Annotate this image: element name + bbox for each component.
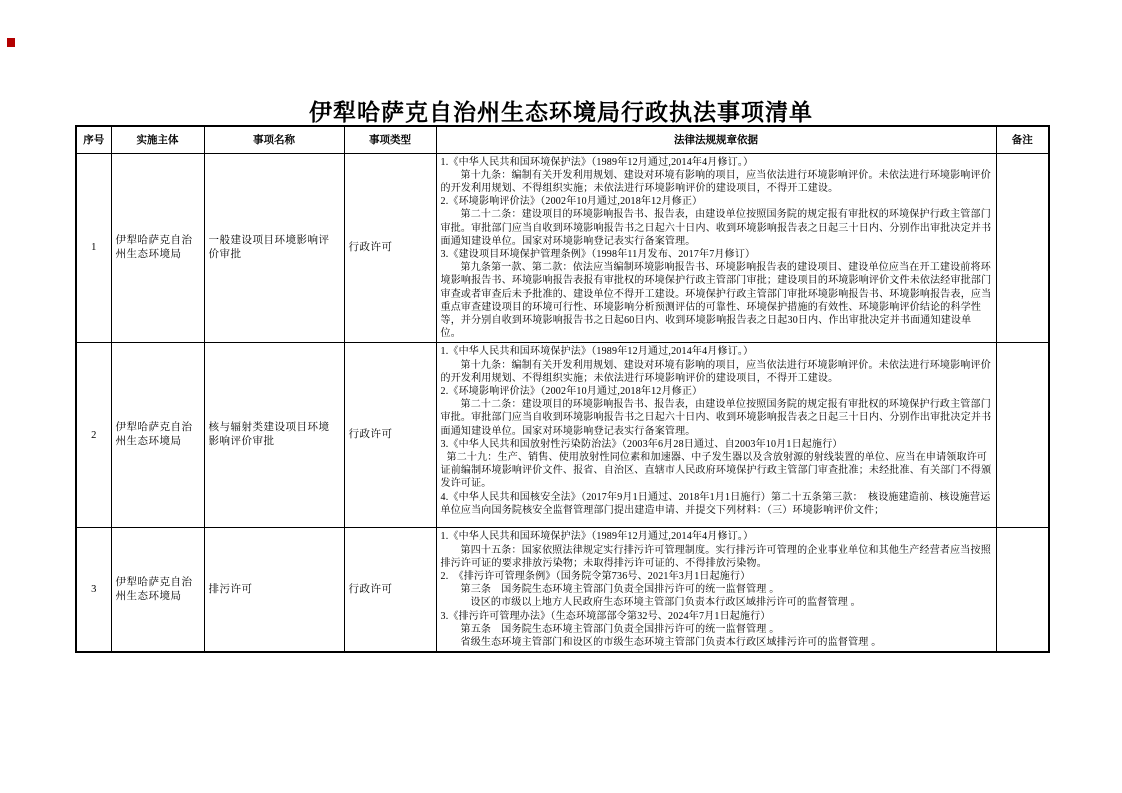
column-header-remark: 备注: [996, 126, 1049, 153]
legal-paragraph: 第五条 国务院生态环境主管部门负责全国排污许可的统一监督管理 。: [460, 623, 780, 635]
legal-paragraph: 第十九条：编制有关开发利用规划、建设对环境有影响的项目，应当依法进行环境影响评价。未依法进行环境影响评价的开发利用规划、不得组织实施；未依法进行环境影响评价的建设项目，不得开工建设。: [440, 359, 991, 384]
column-header-type: 事项类型: [344, 126, 436, 153]
legal-basis-cell: [436, 153, 996, 343]
item-type-cell: 行政许可: [344, 528, 436, 652]
legal-basis-cell: [436, 528, 996, 652]
legal-paragraph: 2. 《排污许可管理条例》（国务院令第736号、2021年3月1日起施行）: [440, 570, 751, 582]
agency-cell: 伊犁哈萨克自治州生态环境局: [111, 153, 204, 343]
item-type-cell: 行政许可: [344, 343, 436, 528]
legal-basis-cell: [436, 343, 996, 528]
remark-cell: [996, 528, 1049, 652]
row-number: 1: [76, 153, 111, 343]
legal-paragraph: 第二十九：生产、销售、使用放射性同位素和加速器、中子发生器以及含放射源的射线装置的单位、应当在申请领取许可证前编制环境影响评价文件、报省、自治区、直辖市人民政府环境保护行政主管部门审查批准；未经批准、有关部门不得颁发许可证。: [440, 451, 992, 490]
column-header-legal: 法律法规规章依据: [436, 126, 996, 153]
legal-paragraph: 省级生态环境主管部门和设区的市级生态环境主管部门负责本行政区域排污许可的监督管理 。: [460, 636, 882, 648]
legal-paragraph: 2.《环境影响评价法》（2002年10月通过,2018年12月修正）: [440, 385, 703, 397]
legal-paragraph: 4.《中华人民共和国核安全法》（2017年9月1日通过、2018年1月1日施行）第二十五条第三款： 核设施建造前、核设施营运单位应当向国务院核安全监督管理部门提出建造申请、并提交下列材料：（三）环境影响评价文件；: [440, 491, 991, 516]
table-row: [76, 343, 1049, 528]
table-row: [76, 153, 1049, 343]
legal-paragraph: 第二十二条：建设项目的环境影响报告书、报告表，由建设单位按照国务院的规定报有审批权的环境保护行政主管部门审批。审批部门应当自收到环境影响报告书之日起六十日内、收到环境影响报告表之日起三十日内、分别作出审批决定并书面通知建设单位。国家对环境影响登记表实行备案管理。: [440, 209, 992, 247]
item-name-cell: 一般建设项目环境影响评价审批: [204, 153, 344, 343]
agency-cell: 伊犁哈萨克自治州生态环境局: [111, 343, 204, 528]
agency-cell: 伊犁哈萨克自治州生态环境局: [111, 528, 204, 652]
item-name-cell: 排污许可: [204, 528, 344, 652]
table-row: [76, 528, 1049, 652]
legal-paragraph: 1.《中华人民共和国环境保护法》（1989年12月通过,2014年4月修订。）: [440, 156, 754, 168]
object-anchor-marker: [7, 38, 15, 47]
legal-paragraph: 3.《建设项目环境保护管理条例》（1998年11月发布、2017年7月修订）: [440, 248, 756, 260]
legal-paragraph: 2.《环境影响评价法》（2002年10月通过,2018年12月修正）: [440, 196, 703, 208]
table-header-row: [76, 126, 1049, 153]
page-title: 伊犁哈萨克自治州生态环境局行政执法事项清单: [309, 100, 813, 125]
remark-cell: [996, 153, 1049, 343]
remark-cell: [996, 343, 1049, 528]
column-header-item: 事项名称: [204, 126, 344, 153]
enforcement-items-table: [75, 125, 1050, 653]
item-type-cell: 行政许可: [344, 153, 436, 343]
column-header-no: 序号: [76, 126, 111, 153]
legal-paragraph: 1.《中华人民共和国环境保护法》（1989年12月通过,2014年4月修订。）: [440, 531, 754, 543]
legal-paragraph: 3.《排污许可管理办法》（生态环境部部令第32号、2024年7月1日起施行）: [440, 610, 771, 622]
legal-paragraph: 1.《中华人民共和国环境保护法》（1989年12月通过,2014年4月修订。）: [440, 346, 754, 358]
legal-paragraph: 第二十二条：建设项目的环境影响报告书、报告表，由建设单位按照国务院的规定报有审批权的环境保护行政主管部门审批。审批部门应当自收到环境影响报告书之日起六十日内、收到环境影响报告表之日起三十日内、分别作出审批决定并书面通知建设单位。国家对环境影响登记表实行备案管理。: [440, 399, 992, 437]
legal-paragraph: 第三条 国务院生态环境主管部门负责全国排污许可的统一监督管理 。: [460, 584, 780, 596]
legal-paragraph: 第九条第一款、第二款：依法应当编制环境影响报告书、环境影响报告表的建设项目、建设单位应当在开工建设前将环境影响报告书、环境影响报告表报有审批权的环境保护行政主管部门审批；建设项目的环境影响评价文件未依法经审批部门审查或者审查后未予批准的、建设单位不得开工建设。环境保护行政主管部门审批环境影响报告书、环境影响报告表，应当重点审查建设项目的环境可行性、环境影响分析预测评估的可靠性、环境保护措施的有效性、环境影响评价结论的科学性等，并分别自收到环境影响报告书之日起60日内、收到环境影响报告表之日起30日内、作出审批决定并书面通知建设单位。: [440, 262, 992, 340]
item-name-cell: 核与辐射类建设项目环境影响评价审批: [204, 343, 344, 528]
row-number: 2: [76, 343, 111, 528]
row-number: 3: [76, 528, 111, 652]
column-header-agency: 实施主体: [111, 126, 204, 153]
legal-paragraph: 第四十五条：国家依照法律规定实行排污许可管理制度。实行排污许可管理的企业事业单位和其他生产经营者应当按照排污许可证的要求排放污染物；未取得排污许可证的、不得排放污染物。: [440, 544, 991, 569]
legal-paragraph: 3.《中华人民共和国放射性污染防治法》（2003年6月28日通过、自2003年10月1日起施行）: [440, 438, 843, 450]
legal-paragraph: 第十九条：编制有关开发利用规划、建设对环境有影响的项目，应当依法进行环境影响评价。未依法进行环境影响评价的开发利用规划、不得组织实施；未依法进行环境影响评价的建设项目，不得开工建设。: [440, 169, 991, 194]
legal-paragraph: 设区的市级以上地方人民政府生态环境主管部门负责本行政区域排污许可的监督管理 。: [470, 597, 861, 609]
